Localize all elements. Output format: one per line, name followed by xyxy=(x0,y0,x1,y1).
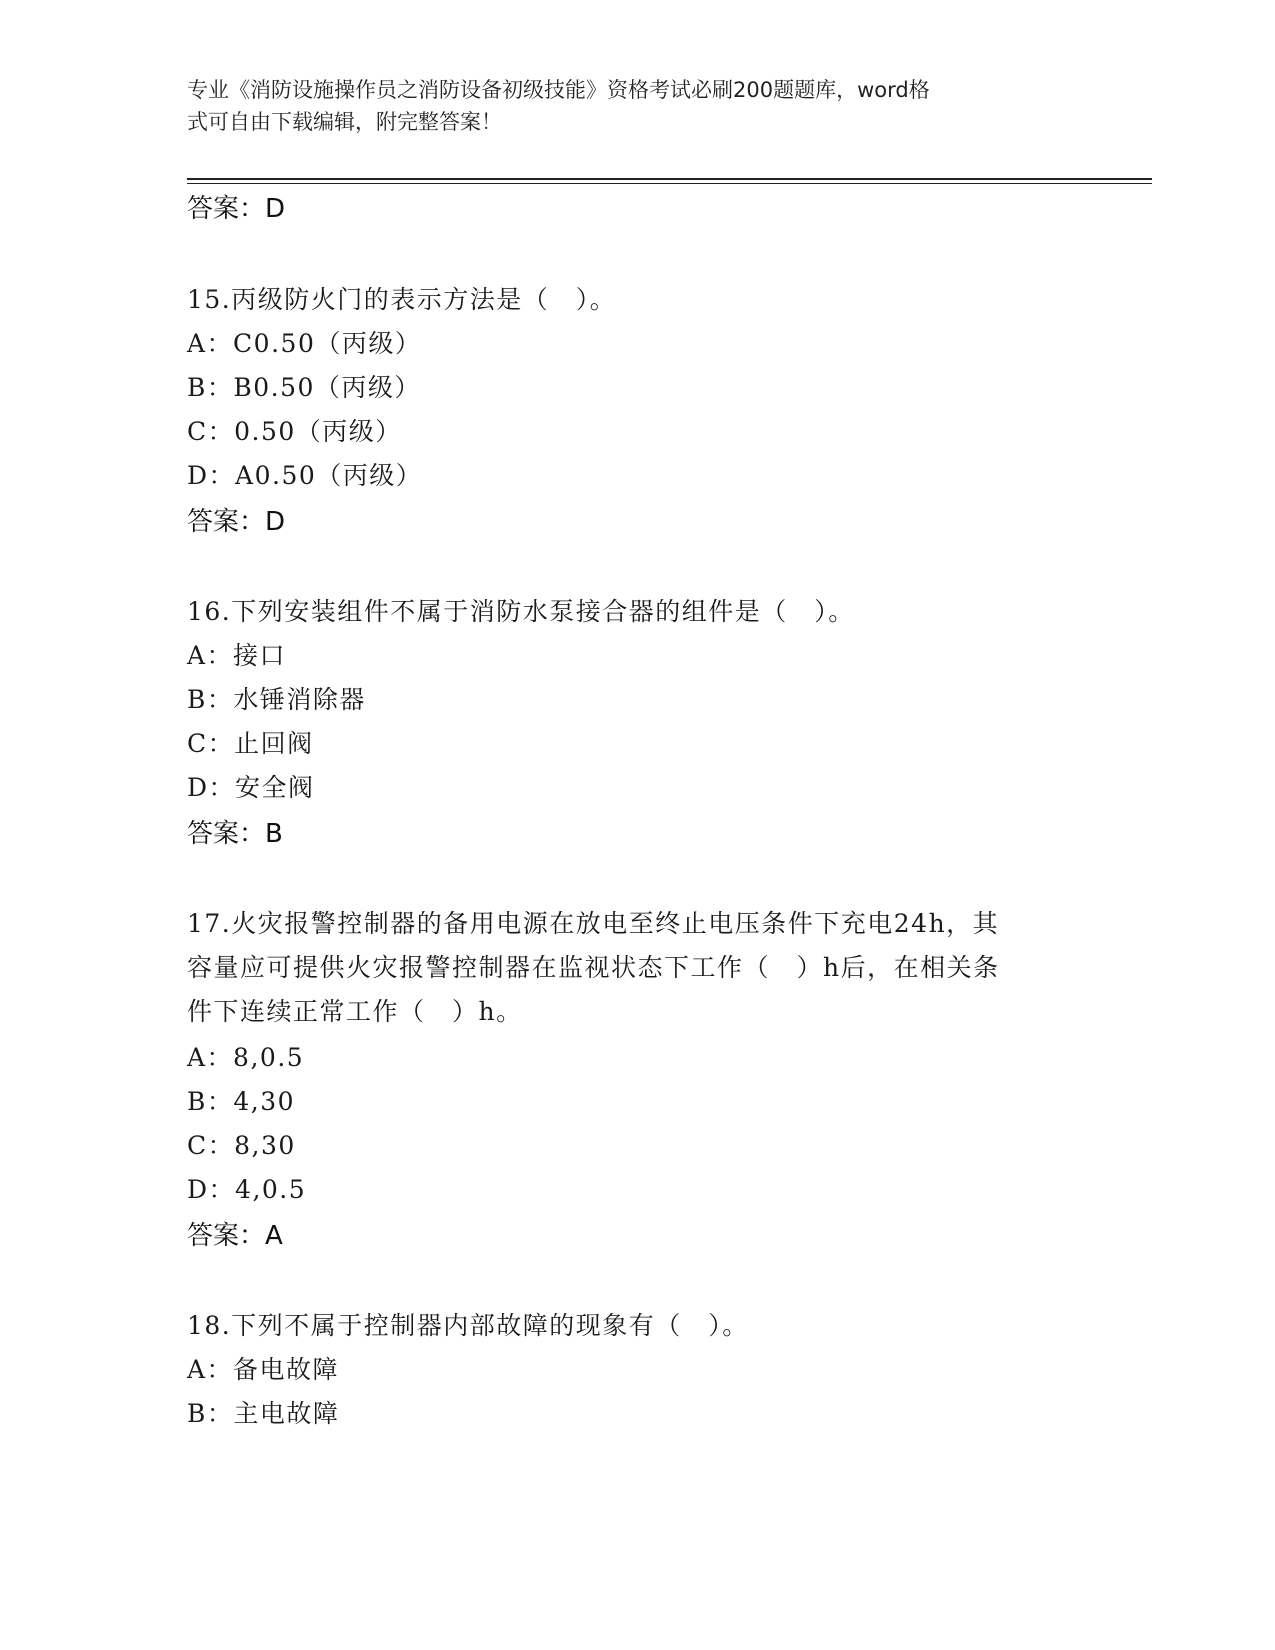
question-15-answer: 答案：D xyxy=(187,507,286,537)
question-17-option-b: B：4,30 xyxy=(187,1087,296,1116)
question-16-option-d: D：安全阀 xyxy=(187,773,315,802)
question-17-stem-line-3: 件下连续正常工作（ ）h。 xyxy=(187,997,523,1026)
question-17-answer: 答案：A xyxy=(187,1221,283,1251)
question-17-option-c: C：8,30 xyxy=(187,1131,296,1160)
question-15-option-b: B：B0.50（丙级） xyxy=(187,373,421,402)
question-15-stem: 15.丙级防火门的表示方法是（ ）。 xyxy=(187,285,617,314)
header-line-2: 式可自由下载编辑，附完整答案！ xyxy=(187,110,502,134)
question-16-option-b: B：水锤消除器 xyxy=(187,685,366,714)
question-15-option-d: D：A0.50（丙级） xyxy=(187,461,423,490)
question-17-option-d: D：4,0.5 xyxy=(187,1175,307,1204)
question-16-option-c: C：止回阀 xyxy=(187,729,314,758)
question-18-option-a: A：备电故障 xyxy=(187,1355,340,1384)
question-16-stem: 16.下列安装组件不属于消防水泵接合器的组件是（ ）。 xyxy=(187,597,855,626)
document-header xyxy=(187,74,1067,138)
header-rule-thick xyxy=(187,178,1152,180)
question-18-option-b: B：主电故障 xyxy=(187,1399,340,1428)
header-line-1: 专业《消防设施操作员之消防设备初级技能》资格考试必刷200题题库，word格 xyxy=(187,78,930,102)
header-rule-thin xyxy=(187,183,1152,184)
question-16-option-a: A：接口 xyxy=(187,641,287,670)
question-16-answer: 答案：B xyxy=(187,819,283,849)
question-15-option-a: A：C0.50（丙级） xyxy=(187,329,422,358)
question-17-option-a: A：8,0.5 xyxy=(187,1043,305,1072)
question-17-stem-line-1: 17.火灾报警控制器的备用电源在放电至终止电压条件下充电24h，其 xyxy=(187,909,1000,938)
previous-answer: 答案：D xyxy=(187,194,286,224)
question-18-stem: 18.下列不属于控制器内部故障的现象有（ ）。 xyxy=(187,1311,749,1340)
question-17-stem-line-2: 容量应可提供火灾报警控制器在监视状态下工作（ ）h后，在相关条 xyxy=(187,953,1000,982)
question-15-option-c: C：0.50（丙级） xyxy=(187,417,402,446)
